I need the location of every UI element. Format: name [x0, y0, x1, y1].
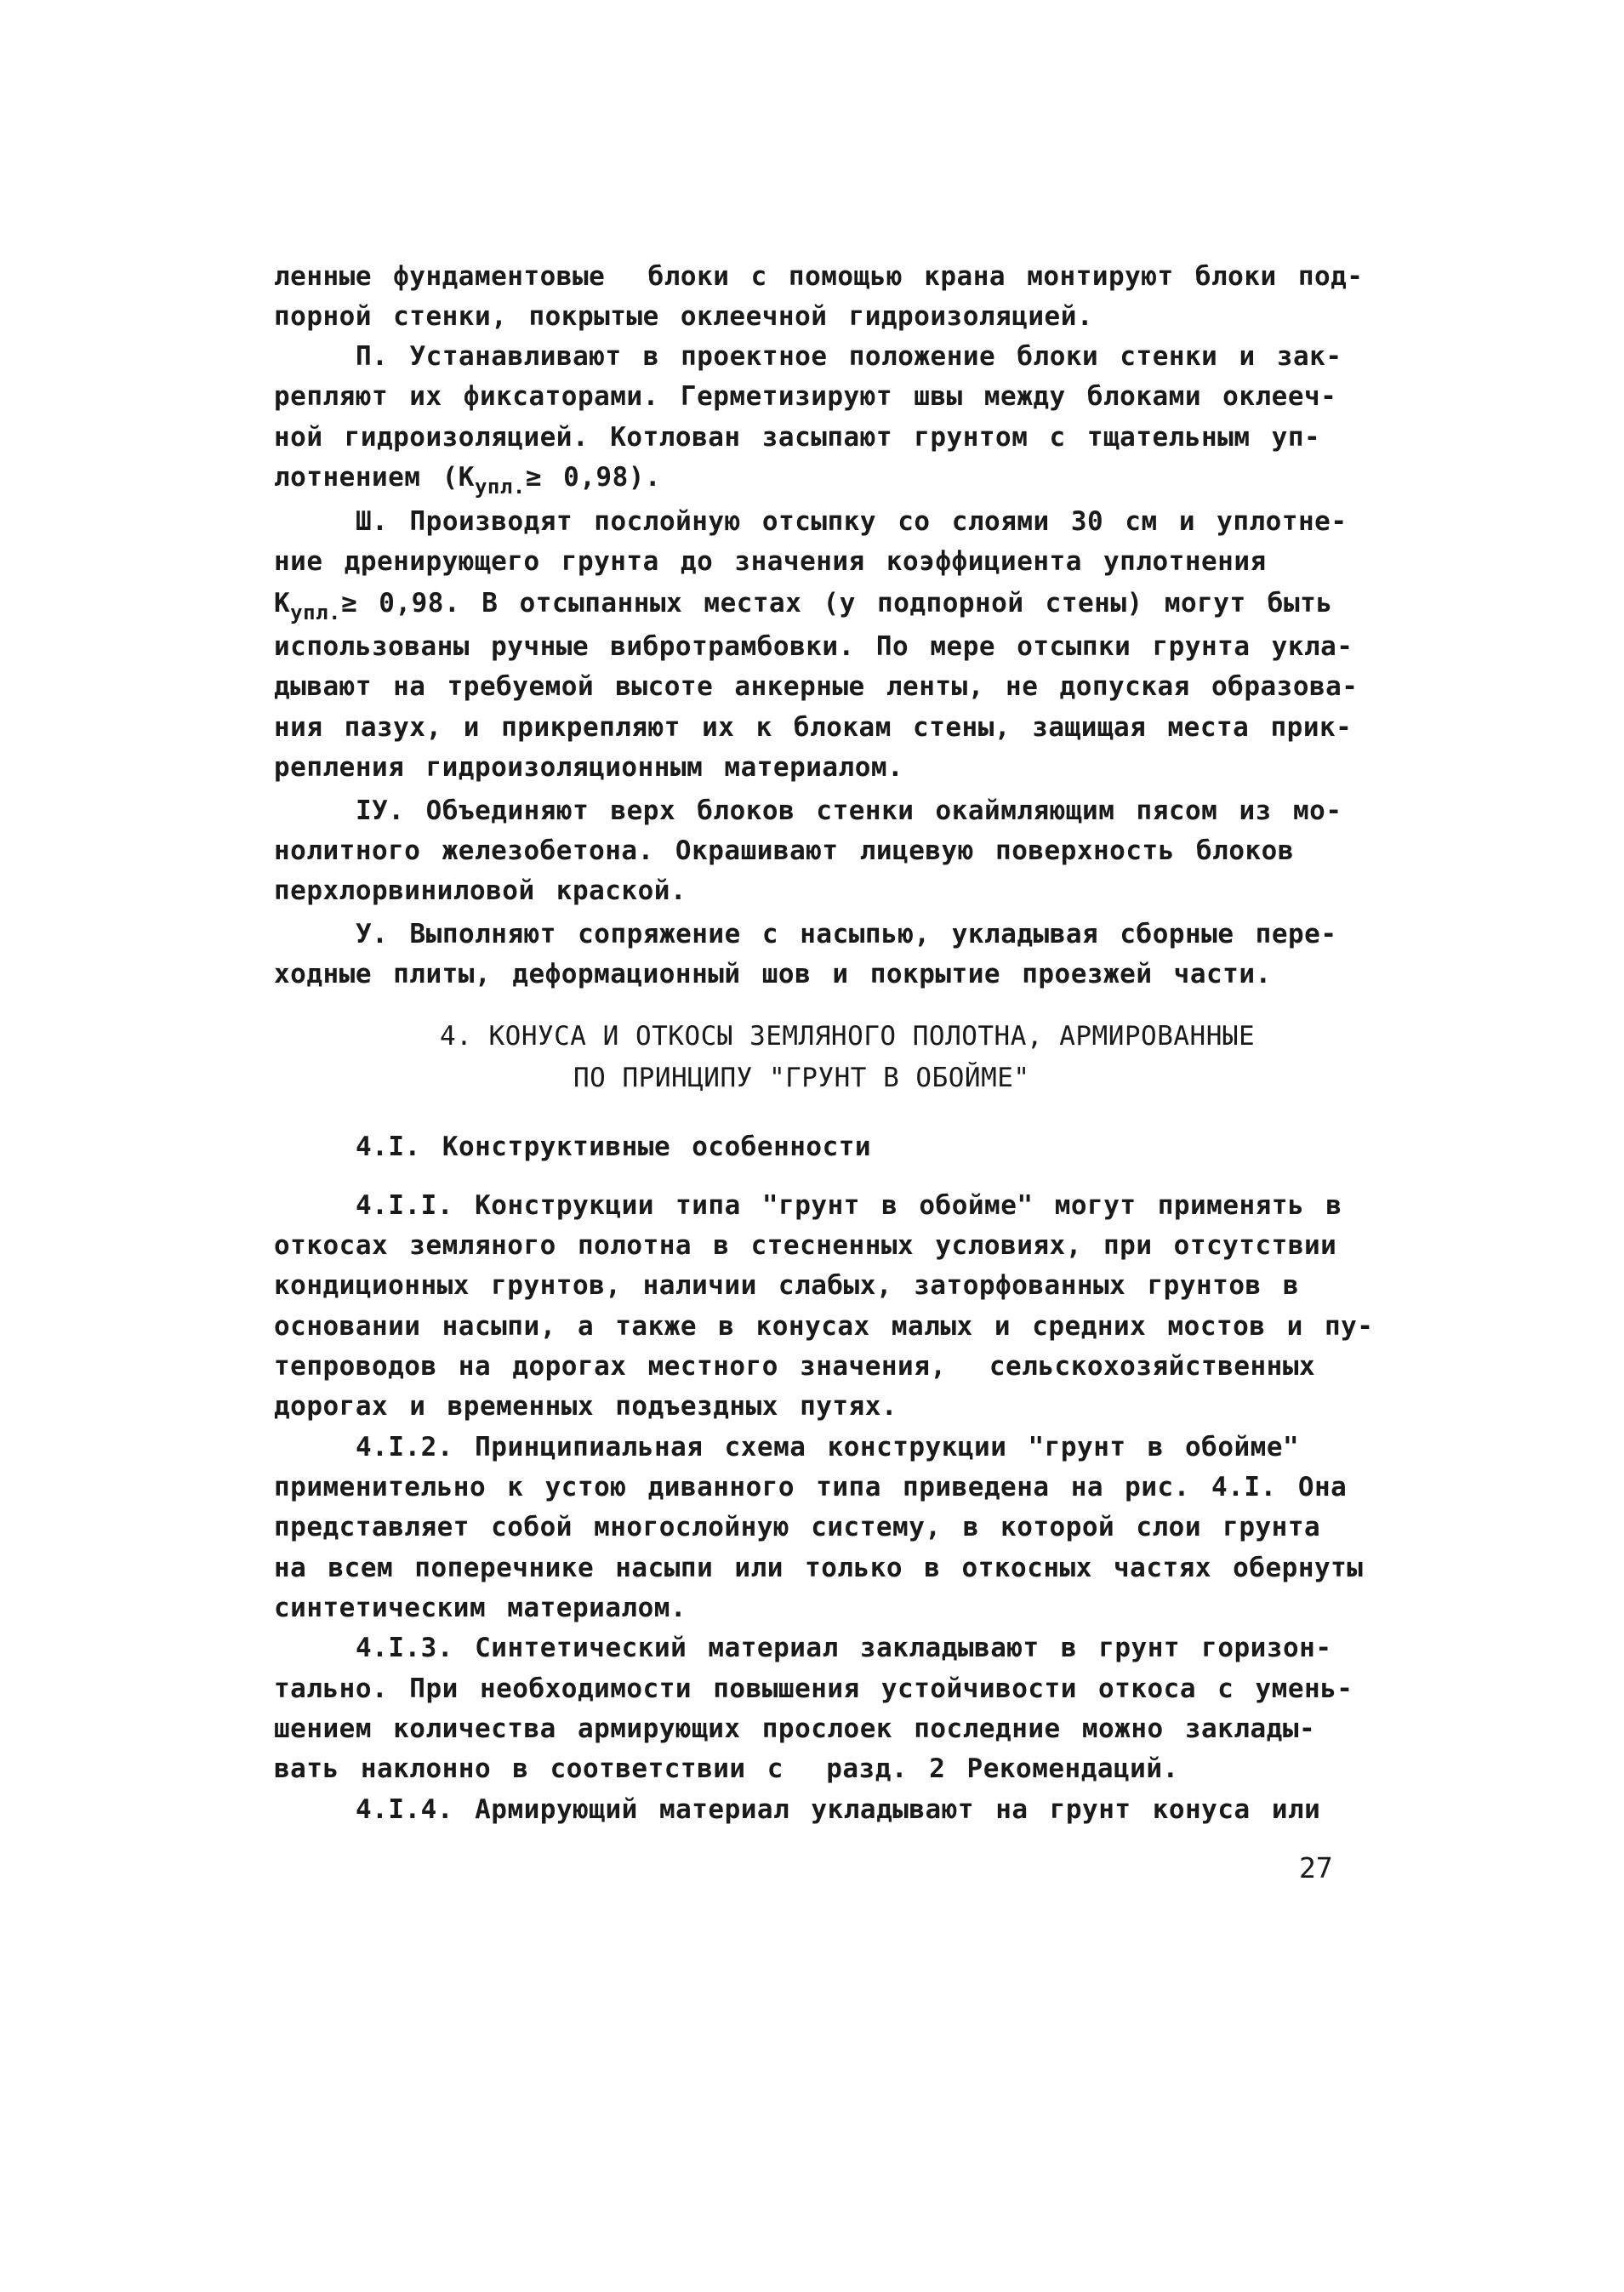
text-line: на всем поперечнике насыпи или только в откосных частях обернуты — [274, 1553, 1364, 1583]
text-line: репления гидроизоляционным материалом. — [274, 752, 904, 783]
text-line: перхлорвиниловой краской. — [274, 875, 687, 906]
text-line: ходные плиты, деформационный шов и покрытие проезжей части. — [274, 959, 1272, 989]
text-fragment: К — [274, 588, 291, 619]
text-line: П. Устанавливают в проектное положение блоки стенки и зак- — [356, 341, 1342, 372]
text-line: вать наклонно в соответствии с разд. 2 Рекомендаций. — [274, 1753, 1179, 1784]
text-line: 4.I.2. Принципиальная схема конструкции "грунт в обойме" — [356, 1432, 1300, 1462]
text-line: ния пазух, и прикрепляют их к блокам стены, защищая места прик- — [274, 712, 1353, 743]
text-line-with-subscript — [274, 462, 662, 499]
text-line: репляют их фиксаторами. Герметизируют швы между блоками оклееч- — [274, 381, 1337, 412]
subscript: упл. — [290, 601, 341, 624]
text-line: 4.I.3. Синтетический материал закладывают в грунт горизон- — [356, 1633, 1332, 1663]
text-line: дывают на требуемой высоте анкерные ленты, не допуская образова- — [274, 671, 1359, 702]
subsection-heading: 4.I. Конструктивные особенности — [356, 1132, 872, 1162]
text-line: У. Выполняют сопряжение с насыпью, укладывая сборные пере- — [356, 919, 1337, 949]
text-fragment: ≥ 0,98). — [525, 462, 662, 493]
text-line: синтетическим материалом. — [274, 1593, 687, 1623]
section-heading: 4. КОНУСА И ОТКОСЫ ЗЕМЛЯНОГО ПОЛОТНА, АРМИРОВАННЫЕ — [440, 1021, 1256, 1052]
text-line: ной гидроизоляцией. Котлован засыпают грунтом с тщательным уп- — [274, 422, 1321, 453]
text-line: основании насыпи, а также в конусах малых и средних мостов и пу- — [274, 1311, 1374, 1342]
text-line: 4.I.I. Конструкции типа "грунт в обойме" могут применять в — [356, 1190, 1342, 1221]
text-line: ленные фундаментовые блоки с помощью крана монтируют блоки под- — [274, 261, 1364, 292]
subscript: упл. — [474, 475, 526, 499]
text-line: тепроводов на дорогах местного значения, сельскохозяйственных — [274, 1351, 1316, 1382]
text-line: использованы ручные вибротрамбовки. По мере отсыпки грунта укла- — [274, 631, 1353, 662]
text-line: применительно к устою диванного типа приведена на рис. 4.I. Она — [274, 1472, 1348, 1502]
text-line: откосах земляного полотна в стесненных условиях, при отсутствии — [274, 1230, 1337, 1261]
text-line-with-subscript — [274, 590, 1332, 623]
text-line: Ш. Производят послойную отсыпку со слоями 30 см и уплотне- — [356, 506, 1348, 537]
text-line: порной стенки, покрытые оклеечной гидроизоляцией. — [274, 301, 1094, 332]
page-number: 27 — [1299, 1851, 1333, 1884]
text-line: тально. При необходимости повышения устойчивости откоса с умень- — [274, 1673, 1353, 1704]
text-line: нолитного железобетона. Окрашивают лицевую поверхность блоков — [274, 835, 1294, 866]
text-line: 4.I.4. Армирующий материал укладывают на грунт конуса или — [356, 1794, 1321, 1825]
text-line: IУ. Объединяют верх блоков стенки окаймляющим пясом из мо- — [356, 795, 1342, 826]
text-fragment: ≥ 0,98. В отсыпанных местах (у подпорной стены) могут быть — [340, 588, 1333, 619]
text-line: ние дренирующего грунта до значения коэффициента уплотнения — [274, 546, 1267, 577]
text-fragment: лотнением (К — [274, 462, 475, 493]
text-line: представляет собой многослойную систему, в которой слои грунта — [274, 1512, 1321, 1542]
text-line: кондиционных грунтов, наличии слабых, заторфованных грунтов в — [274, 1270, 1299, 1301]
text-line: шением количества армирующих прослоек последние можно заклады- — [274, 1713, 1316, 1744]
text-line: дорогах и временных подъездных путях. — [274, 1391, 898, 1422]
section-heading: ПО ПРИНЦИПУ "ГРУНТ В ОБОЙМЕ" — [573, 1063, 1030, 1093]
